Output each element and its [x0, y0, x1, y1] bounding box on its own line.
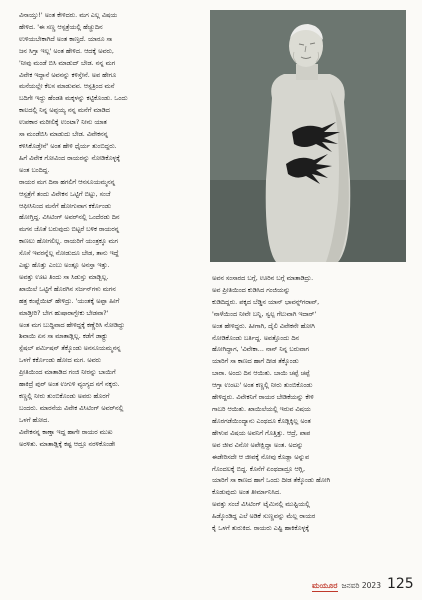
- text-line: ಅವನ ಸಂಸಾರದ ಬಗ್ಗೆ, ಊರಿನ ಬಗ್ಗೆ ಮಾತಾಡಿದ್ರು.: [212, 274, 314, 282]
- text-line: ಹಾಕಿದ್ರೆ ಪುರ್ ಅಂತ ಉಗುಳಿ ವ್ಯಂಗ್ಯದ ನಗೆ ನಕ್ಕರು.: [19, 380, 120, 389]
- text-line: ಹೋಗಿದ್ದಾಗ, 'ವಿವೇಕಾ... ನಾನ್ ನಿನ್ನ ಬರುವಾಗ: [212, 345, 309, 354]
- text-line: ರಾಯರ ಮಗ ದಿನಾ ಹಗಲಿಗೆ ಆನಸೂಯಮ್ಮನನ್ನ: [19, 177, 116, 186]
- text-line: ಆಫೀಸಿನಿಂದ ಮನೆಗೆ ಹೋಗುವಾಗ ಕರ್ಕೊಂಡು: [19, 201, 111, 210]
- text-line: ಆಸ್ಪತ್ರೆಗೆ ತಂದು ವಿವೇಕನ ಒಟ್ಟಿಗೆ ಬಿಟ್ಟು, ಸಂಜೆ: [19, 189, 111, 198]
- text-line: ಬಂದರು. ಮಾರನೆಯ ವಿವೇಕ ವಿಸಿಟಿಂಗ್ ಅವರ್‌ನಲ್ಲಿ: [19, 403, 124, 412]
- text-line: ಜನ ಸಿಗ್ತಾ ಇಲ್ಲ' ಅಂತ ಹೇಳಿದ. ಆದಕ್ಕೆ ಅವರು,: [19, 46, 114, 55]
- text-line: ಹತ್ರ ಕಂಪ್ಲೆಯಿಟ್ ಹೇಳಿದ್ರು. 'ಯಂತಕ್ಕೆ ಅಪ್ಪಾ ಹೀಗೆ: [19, 296, 120, 305]
- text-line: ಪ್ರೀತಿಯಿಂದ ಮಾತಾಡಿದ ಗಂಜಿ ನೀರನ್ನು ಬಾಯಿಗೆ: [19, 368, 116, 377]
- text-line: ಈಡೇರಿಸದೇ ಆ ಜೀವಕ್ಕೆ ನೋವು ಕೊಡ್ಲಾ ಅನ್ನುವ: [212, 452, 310, 461]
- issue-date: ಜನವರಿ 2023: [341, 581, 381, 590]
- text-line: ಅವತ್ತು ಸಂಜೆ ವಿಸಿಟಿಂಗ್ ಟೈಮಿನಲ್ಲಿ ಮುಷ್ಟಿಯಲ್ಲಿ: [212, 500, 310, 509]
- magazine-brand: ಮಯೂರ: [312, 581, 338, 590]
- text-line: ಯಾರಿಗೆ ಸಾ ಕಾಣದ ಹಾಗೆ ಒಂದು ದೀಡ ತೆಕ್ಕೊಂಡು ಹೋಗಿ: [212, 476, 331, 485]
- text-line: ವಿವೇಕ ಇದ್ದಾನೆ ಅವನನ್ನು ಕಳಿಸ್ತೇನೆ. ಅವ ಹೇಗೂ: [19, 70, 117, 79]
- text-line: ಅಂತ ಬಂದಿದ್ದ.: [19, 165, 50, 174]
- text-line: ಕೊಡುವುದು ಅಂತ ತೀರ್ಮಾನಿಸಿದ.: [212, 488, 282, 497]
- text-line: ಹಿಗೆ ವಿವೇಕ ಗೋವಿಂದ ರಾಯರನ್ನು ನೋಡಿಕೊಳ್ಳಕ್ಕೆ: [19, 153, 121, 162]
- text-line: ಒಳಗೆ ಹೋದ.: [19, 415, 50, 424]
- text-line: ಮಾಡ್ತೀರಿ? ಬೇಗ ಹುಷಾರಾಗ್ಬೇಕು ಬೇಡವಾ?': [19, 308, 109, 317]
- illustration-figure: [210, 10, 406, 262]
- text-line: ಶಿವಾಯಿ ಏನ ಸಾ ಮಾತಾಡ್ಲಿಲ್ಲ. ಕಡೆಗೆ ಡಾಕ್ಟ್ರು: [19, 332, 108, 341]
- text-line: ಅವ ಜೀವ ವಿನೋ ಅಪೇಕ್ಷಿದ್ದಾ ಅಂತ. ಅದನ್ನು: [212, 440, 304, 449]
- text-line: ಮನೆಯಲ್ಲೇ ಕೆಲಸ ಮಾಡುವವ. ಆಸ್ಪತ್ರಿಂದ ಮನೆ: [19, 82, 115, 91]
- text-line: ಕಾಲದಲ್ಲಿ ನಿನ್ನ ಅಪ್ಪಯ್ಯ ನನ್ನ ಮನೆಗೆ ಮಾಡಿದ: [19, 106, 110, 115]
- text-line: ಒಳಗೆ ಕರ್ಕೊಂಡು ಹೋದ ಮಗ. ಅವರು: [19, 356, 101, 365]
- story-illustration: [210, 10, 406, 262]
- text-line: ಸಾ ಮಂಡೆಬಿಸಿ ಮಾಡುದು ಬೇಡ. ವಿವೇಕನನ್ನ: [19, 130, 109, 139]
- text-line: ಕಣ್ಣಲ್ಲಿ ನೀರು ತುಂಬಿಕೊಂಡು ಅವರು ಹೊರಗೆ: [19, 392, 110, 400]
- text-line: ಕಾಣಲು ಹೋಗಲಿಲ್ಲ. ರಾಯರಿಗೆ ಯಂತ್ರಕ್ಕೂ ಮಗ: [19, 237, 119, 246]
- text-line: ಹೇಳುವ ವಿಷಯ ಅವನಿಗೆ ಗೊತ್ತಿತ್ತು. ಆದ್ರೆ, ಪಾಪ: [212, 428, 311, 437]
- text-line: ಹಿಡ್ಕೊಂಡಿದ್ದ ಎಲೆ ಅಡಿಕೆ ಸುಣ್ಣವನ್ನು ಮೆಲ್ಲ ರಾಯರ: [212, 512, 316, 521]
- text-line: ಕೈ ಒಳಗೆ ತುರುಕಿದ. ರಾಯರು ಎಷ್ಟಿ ಹಾಕಿಕೊಳ್ಳಕ್ಕೆ: [212, 524, 310, 533]
- page-number: 125: [386, 576, 414, 592]
- text-line: ಅವತ್ತು ಊಟ ತಿಂದು ಸಾ ಸಿಡುಸ್ತು ಮಾಡ್ಬಿಲ್ಲ.: [19, 272, 109, 281]
- left-text-column: [19, 10, 205, 451]
- text-line: ಉಪಕಾರ ಮರೀಲಿಕ್ಕೆ ಉಂಟಾ? ನೀನು ಯಾತ: [19, 118, 107, 127]
- text-line: ಅಂತ ಹೇಳಿದ್ದರು. ಹೀಗಾಗಿ, ದೈಲಿ ವಿವೇಕನೇ ಹೋಗಿ: [212, 321, 315, 330]
- text-line: ನೋಡಿಕೊಂಡು ಬರ್ತಿದ್ದ. ಅವತ್ತೊಂದು ದಿನ: [212, 333, 300, 342]
- text-line: ಅರಳಿತು. ಮಾತಾಡ್ಲಿಕ್ಕೆ ಕಷ್ಟ ಆದ್ರೂ ನರಳಿಕೊಂಡೇ: [19, 439, 116, 448]
- text-line: ಸೊಸೆ ಇವರನ್ನೆಲ್ಲ ನೋಡುದೂ ಬೇಡ, ತಾನು ಇದ್ದೆ: [19, 249, 119, 258]
- text-line: ಗೊಂದಲಕ್ಕೆ ಬಿದ್ದ. ಕೊನೆಗೆ ಏಂಥದಾದ್ರೂ ಆಗ್ಲಿ,: [212, 464, 305, 473]
- text-line: ಅವ ಪ್ರೀತಿಯಿಂದ ಕುಡಿಸಿದ ಗಂಜಿಯನ್ನು: [212, 285, 291, 294]
- text-line: ಹೇಳಿದ. 'ಈ ಸಣ್ಣ ಆಸ್ಪತ್ರೆಯಲ್ಲಿ ಹೆಚ್ಚುದಿನ: [19, 22, 103, 31]
- text-line: ಬದಿಗೇ ಇದ್ದು ಹೆಂಡತಿ ಮಕ್ಕಳನ್ನು ಕಟ್ಟಿಕೊಂಡು. ಒಂದು: [19, 94, 128, 103]
- text-line: ಉಳಿಯಬೇಕಾಗಿದೆ ಅಂತ ಕಾಣ್ತದೆ. ಯಾರೂ ಸಾ: [19, 34, 113, 43]
- text-line: ವಿನಾಯ್ತು!' ಅಂತ ಕೇಳಿದರು. ಮಗ ಎಲ್ಲ ವಿಷಯ: [19, 11, 118, 19]
- text-line: ಕುಡಿದಿದ್ದರು. ಪಕ್ಕದ ಬೆಡ್ಡಿನ ಯಾನ್ ಭಾವನ್ನ್‌ಗರಾವ್,: [212, 297, 320, 306]
- text-line: ಸ್ಪೆಷಲ್ ಪರ್ಮಿಷನ್ ತೆಕ್ಕೊಂಡು ಅನಸೂಯಮ್ಮನನ್ನ: [19, 344, 121, 353]
- text-line: 'ನೀವು ಮಂಡೆ ಬಿಸಿ ಮಾಡುದ್ ಬೇಡ. ನನ್ನ ಮಗ: [19, 58, 116, 67]
- text-line: ಹೊರಗಡೆಯಿಂದ್ಯಾನು ಎಂಥದೂ ಕೊಡ್ಲಿಕ್ಕಿಲ್ಲ ಅಂತ: [212, 416, 311, 425]
- text-line: ಹೋಗ್ತಿದ್ದ. ವಿಸಿಟಿಂಗ್ ಅವರ್‌ನಲ್ಲಿ ಒಂದೆರಡು ದಿನ: [19, 213, 120, 222]
- text-line: ಯಾರಿಗೆ ಸಾ ಕಾಣದ ಹಾಗೆ ದೀಡ ತೆಕ್ಕೊಂಡು: [212, 357, 299, 366]
- text-line: ಎಷ್ಟು ಹೊತ್ತು ಎಂಬು ಅಂತ್ಲೂ ಅನಸ್ತಾ ಇತ್ತು.: [19, 261, 110, 270]
- page-footer: [312, 576, 414, 592]
- text-line: ಹೇಳಿದ್ದರು. ವಿವೇಕನಿಗೆ ರಾಯರ ಬೇಡಿಕೆಯನ್ನು ಕೇಳಿ: [212, 393, 314, 402]
- text-line: ಅಂತ ಮಗ ಬುದ್ಧಿವಾದ ಹೇಳಿದ್ದಕ್ಕೆ ಕಣ್ಣೆರಿಸಿ ನೋಡಿದ್ದು: [19, 320, 125, 329]
- text-line: ಆಗ್ತಾ ಉಂಟು' ಅಂತ ಕಣ್ಣಲ್ಲಿ ನೀರು ತುಂಬಿಕೊಂಡು: [212, 381, 313, 390]
- text-line: ಕಳಿಸಿಕೊಡ್ತೇನೆ' ಅಂತ ಹೇಳಿ ಧೈರ್ಯ ತುಂಬಿದ್ದರು.: [19, 141, 117, 150]
- text-line: ಮಗನ ಜೊತೆ ಬರುವುದು ಬಿಟ್ಟರೆ ಬಳಿಕ ರಾಯರನ್ನ: [19, 225, 120, 234]
- text-line: ಬಾರಾ. ಅಂದು ದಿನ ಆಯಿತು. ಬಾಯಿ ಚಪ್ಪೆ ಚಪ್ಪೆ: [212, 369, 310, 378]
- text-line: 'ನಾಳೆಯಿಂದ ನೀವೇ ಬನ್ನಿ, ಸ್ವಲ್ಪ ಗೆಲುವಾಗಿ ಇದಾರ್': [212, 309, 317, 318]
- text-line: ಗಾಬರಿ ಆಯಿತು. ಖಾಯಿಲೆಯಲ್ಲಿ ಇರುವ ವಿಷಯ: [212, 404, 311, 413]
- text-line: ವಿವೇಕನನ್ನ ಕಾಣ್ತಾ ಇದ್ದ ಹಾಗೇ ರಾಯರ ಮುಖ: [19, 427, 113, 436]
- right-text-column: [212, 273, 404, 535]
- text-line: ಖಾಯಿಲೆ ಒಟ್ಟಿಗೆ ಹೊರಗಿನ ಸರ್ಜನ್‌ಗಳು ಮಗನ: [19, 284, 116, 293]
